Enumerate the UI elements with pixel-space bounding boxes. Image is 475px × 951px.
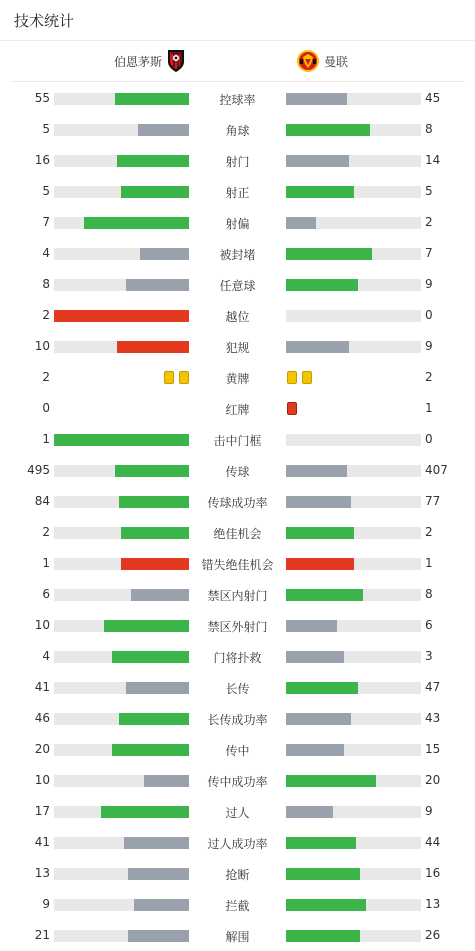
stat-name: 抢断 bbox=[225, 868, 250, 882]
stat-name: 射正 bbox=[225, 186, 250, 200]
stat-row bbox=[0, 889, 475, 920]
home-value: 2 bbox=[42, 308, 50, 322]
stat-row bbox=[0, 486, 475, 517]
stat-row bbox=[0, 517, 475, 548]
home-bar-track bbox=[54, 496, 189, 508]
stat-name: 击中门框 bbox=[213, 434, 262, 448]
home-bar-track bbox=[54, 930, 189, 942]
away-bar-track bbox=[286, 434, 421, 446]
away-bar-fill bbox=[286, 93, 347, 105]
away-bar-fill bbox=[286, 496, 351, 508]
away-value: 8 bbox=[425, 122, 433, 136]
away-value: 2 bbox=[425, 525, 433, 539]
home-value: 495 bbox=[27, 463, 50, 477]
away-value: 15 bbox=[425, 742, 441, 756]
home-value: 4 bbox=[42, 246, 50, 260]
stat-name: 传中 bbox=[225, 744, 250, 758]
stat-row bbox=[0, 672, 475, 703]
away-value: 407 bbox=[425, 463, 448, 477]
away-bar-fill bbox=[286, 930, 360, 942]
stat-name: 拦截 bbox=[225, 899, 250, 913]
header bbox=[0, 0, 475, 41]
stat-name: 禁区外射门 bbox=[207, 620, 268, 634]
away-bar-fill bbox=[286, 868, 360, 880]
away-bar-fill bbox=[286, 682, 358, 694]
away-value: 1 bbox=[425, 556, 433, 570]
away-value: 43 bbox=[425, 711, 441, 725]
home-value: 8 bbox=[42, 277, 50, 291]
away-team-name: 曼联 bbox=[324, 54, 349, 69]
home-value: 20 bbox=[34, 742, 50, 756]
stat-row bbox=[0, 579, 475, 610]
home-team[interactable] bbox=[114, 49, 190, 73]
home-bar-fill bbox=[144, 775, 189, 787]
stat-row bbox=[0, 424, 475, 455]
away-value: 6 bbox=[425, 618, 433, 632]
home-bar-track bbox=[54, 837, 189, 849]
stat-name: 传中成功率 bbox=[207, 775, 268, 789]
stat-row bbox=[0, 393, 475, 424]
away-bar-track bbox=[286, 310, 421, 322]
home-bar-fill bbox=[119, 496, 189, 508]
away-bar-track bbox=[286, 775, 421, 787]
stat-row bbox=[0, 176, 475, 207]
home-bar-track bbox=[54, 589, 189, 601]
red-card-icon bbox=[287, 402, 297, 415]
away-bar-fill bbox=[286, 465, 347, 477]
home-bar-track bbox=[54, 620, 189, 632]
home-value: 2 bbox=[42, 370, 50, 384]
page-title: 技术统计 bbox=[14, 12, 75, 30]
away-bar-track bbox=[286, 589, 421, 601]
home-bar-fill bbox=[101, 806, 189, 818]
away-bar-fill bbox=[286, 651, 344, 663]
home-bar-fill bbox=[104, 620, 189, 632]
stat-row bbox=[0, 827, 475, 858]
stat-row bbox=[0, 641, 475, 672]
away-value: 47 bbox=[425, 680, 441, 694]
home-bar-track bbox=[54, 775, 189, 787]
stat-name: 控球率 bbox=[219, 93, 256, 107]
home-bar-track bbox=[54, 248, 189, 260]
away-value: 9 bbox=[425, 339, 433, 353]
away-bar-track bbox=[286, 496, 421, 508]
home-bar-fill bbox=[126, 279, 189, 291]
home-value: 10 bbox=[34, 339, 50, 353]
away-bar-fill bbox=[286, 248, 372, 260]
stat-row bbox=[0, 548, 475, 579]
home-bar-track bbox=[54, 155, 189, 167]
away-bar-track bbox=[286, 744, 421, 756]
stat-row bbox=[0, 920, 475, 951]
away-bar-fill bbox=[286, 899, 366, 911]
home-value: 4 bbox=[42, 649, 50, 663]
away-bar-track bbox=[286, 806, 421, 818]
away-bar-fill bbox=[286, 713, 351, 725]
stat-row bbox=[0, 238, 475, 269]
home-bar-track bbox=[54, 279, 189, 291]
home-bar-fill bbox=[126, 682, 189, 694]
home-bar-track bbox=[54, 341, 189, 353]
away-bar-fill bbox=[286, 155, 349, 167]
away-value: 13 bbox=[425, 897, 441, 911]
stat-row bbox=[0, 145, 475, 176]
stat-name: 禁区内射门 bbox=[207, 589, 268, 603]
home-bar-track bbox=[54, 651, 189, 663]
home-bar-fill bbox=[138, 124, 189, 136]
home-bar-fill bbox=[128, 868, 189, 880]
away-team[interactable] bbox=[292, 49, 348, 73]
stat-name: 黄牌 bbox=[225, 372, 250, 386]
stat-name: 过人成功率 bbox=[207, 837, 268, 851]
away-bar-fill bbox=[286, 558, 354, 570]
home-value: 41 bbox=[34, 680, 50, 694]
home-bar-fill bbox=[119, 713, 189, 725]
stat-row bbox=[0, 734, 475, 765]
home-bar-track bbox=[54, 186, 189, 198]
stat-row bbox=[0, 300, 475, 331]
stat-row bbox=[0, 703, 475, 734]
home-bar-track bbox=[54, 713, 189, 725]
stat-name: 犯规 bbox=[225, 341, 250, 355]
home-bar-fill bbox=[117, 155, 189, 167]
away-value: 26 bbox=[425, 928, 441, 942]
stat-name: 射偏 bbox=[225, 217, 250, 231]
home-bar-fill bbox=[112, 651, 189, 663]
away-bar-fill bbox=[286, 806, 333, 818]
stat-name: 门将扑救 bbox=[213, 651, 262, 665]
yellow-card-icon bbox=[302, 371, 312, 384]
away-bar-track bbox=[286, 465, 421, 477]
away-value: 44 bbox=[425, 835, 441, 849]
home-value: 13 bbox=[34, 866, 50, 880]
home-bar-fill bbox=[54, 310, 189, 322]
away-value: 45 bbox=[425, 91, 441, 105]
away-bar-track bbox=[286, 341, 421, 353]
stat-name: 任意球 bbox=[219, 279, 256, 293]
yellow-card-icon bbox=[179, 371, 189, 384]
stat-row bbox=[0, 455, 475, 486]
home-value: 1 bbox=[42, 556, 50, 570]
stat-row bbox=[0, 114, 475, 145]
home-value: 6 bbox=[42, 587, 50, 601]
stat-name: 被封堵 bbox=[219, 248, 256, 262]
away-value: 7 bbox=[425, 246, 433, 260]
home-bar-fill bbox=[124, 837, 189, 849]
home-bar-fill bbox=[121, 558, 189, 570]
home-value: 7 bbox=[42, 215, 50, 229]
away-value: 77 bbox=[425, 494, 441, 508]
home-bar-track bbox=[54, 868, 189, 880]
home-bar-fill bbox=[115, 93, 189, 105]
home-value: 0 bbox=[42, 401, 50, 415]
away-bar-track bbox=[286, 837, 421, 849]
home-value: 21 bbox=[34, 928, 50, 942]
home-bar-fill bbox=[117, 341, 189, 353]
bournemouth-crest-icon bbox=[166, 49, 186, 73]
stat-name: 角球 bbox=[225, 124, 250, 138]
away-bar-track bbox=[286, 527, 421, 539]
home-value: 2 bbox=[42, 525, 50, 539]
away-value: 5 bbox=[425, 184, 433, 198]
home-value: 17 bbox=[34, 804, 50, 818]
away-value: 2 bbox=[425, 370, 433, 384]
away-bar-track bbox=[286, 868, 421, 880]
stat-row bbox=[0, 362, 475, 393]
away-bar-fill bbox=[286, 775, 376, 787]
away-value: 1 bbox=[425, 401, 433, 415]
home-value: 16 bbox=[34, 153, 50, 167]
away-bar-track bbox=[286, 930, 421, 942]
home-value: 10 bbox=[34, 618, 50, 632]
away-bar-fill bbox=[286, 744, 344, 756]
home-bar-track bbox=[54, 806, 189, 818]
away-value: 9 bbox=[425, 804, 433, 818]
away-value: 0 bbox=[425, 432, 433, 446]
home-bar-fill bbox=[115, 465, 189, 477]
home-bar-track bbox=[54, 899, 189, 911]
away-bar-fill bbox=[286, 279, 358, 291]
stat-row bbox=[0, 858, 475, 889]
stat-row bbox=[0, 331, 475, 362]
stat-name: 绝佳机会 bbox=[213, 527, 262, 541]
away-value: 14 bbox=[425, 153, 441, 167]
away-value: 2 bbox=[425, 215, 433, 229]
away-bar-track bbox=[286, 558, 421, 570]
home-value: 55 bbox=[34, 91, 50, 105]
away-bar-track bbox=[286, 682, 421, 694]
home-bar-fill bbox=[54, 434, 189, 446]
stat-name: 射门 bbox=[225, 155, 250, 169]
away-bar-track bbox=[286, 899, 421, 911]
stat-name: 越位 bbox=[225, 310, 250, 324]
home-bar-fill bbox=[134, 899, 189, 911]
yellow-card-icon bbox=[164, 371, 174, 384]
away-value: 8 bbox=[425, 587, 433, 601]
away-bar-track bbox=[286, 186, 421, 198]
away-value: 9 bbox=[425, 277, 433, 291]
home-bar-fill bbox=[131, 589, 189, 601]
away-value: 20 bbox=[425, 773, 441, 787]
away-bar-track bbox=[286, 651, 421, 663]
stat-name: 长传成功率 bbox=[207, 713, 268, 727]
away-bar-fill bbox=[286, 589, 363, 601]
home-value: 10 bbox=[34, 773, 50, 787]
home-team-name: 伯恩茅斯 bbox=[114, 54, 163, 69]
away-value: 3 bbox=[425, 649, 433, 663]
home-value: 41 bbox=[34, 835, 50, 849]
home-bar-fill bbox=[121, 186, 189, 198]
away-bar-fill bbox=[286, 124, 370, 136]
home-bar-track bbox=[54, 310, 189, 322]
away-bar-fill bbox=[286, 341, 349, 353]
home-value: 84 bbox=[34, 494, 50, 508]
teams-header bbox=[10, 41, 465, 82]
stat-name: 错失绝佳机会 bbox=[201, 558, 274, 572]
home-bar-track bbox=[54, 682, 189, 694]
stat-row bbox=[0, 765, 475, 796]
yellow-card-icon bbox=[287, 371, 297, 384]
away-bar-track bbox=[286, 93, 421, 105]
home-bar-fill bbox=[112, 744, 189, 756]
away-bar-fill bbox=[286, 217, 316, 229]
stat-name: 长传 bbox=[225, 682, 250, 696]
stat-row bbox=[0, 207, 475, 238]
home-bar-fill bbox=[128, 930, 189, 942]
home-bar-track bbox=[54, 217, 189, 229]
away-bar-track bbox=[286, 620, 421, 632]
away-bar-track bbox=[286, 279, 421, 291]
away-bar-track bbox=[286, 155, 421, 167]
away-bar-fill bbox=[286, 527, 354, 539]
home-bar-track bbox=[54, 558, 189, 570]
away-value: 0 bbox=[425, 308, 433, 322]
stat-name: 传球 bbox=[225, 465, 250, 479]
home-bar-track bbox=[54, 434, 189, 446]
away-bar-track bbox=[286, 124, 421, 136]
home-bar-fill bbox=[121, 527, 189, 539]
stat-name: 红牌 bbox=[225, 403, 250, 417]
stat-row bbox=[0, 796, 475, 827]
home-bar-track bbox=[54, 527, 189, 539]
home-value: 46 bbox=[34, 711, 50, 725]
stat-name: 过人 bbox=[225, 806, 250, 820]
manutd-crest-icon bbox=[296, 49, 320, 73]
home-bar-track bbox=[54, 124, 189, 136]
home-bar-track bbox=[54, 744, 189, 756]
away-value: 16 bbox=[425, 866, 441, 880]
home-bar-track bbox=[54, 465, 189, 477]
away-bar-track bbox=[286, 217, 421, 229]
home-bar-fill bbox=[84, 217, 189, 229]
home-value: 5 bbox=[42, 122, 50, 136]
home-value: 5 bbox=[42, 184, 50, 198]
away-bar-track bbox=[286, 713, 421, 725]
stat-row bbox=[0, 269, 475, 300]
home-bar-track bbox=[54, 93, 189, 105]
away-bar-track bbox=[286, 248, 421, 260]
away-bar-fill bbox=[286, 837, 356, 849]
stat-name: 传球成功率 bbox=[207, 496, 268, 510]
home-bar-fill bbox=[140, 248, 189, 260]
away-bar-fill bbox=[286, 186, 354, 198]
stat-row bbox=[0, 83, 475, 114]
home-value: 1 bbox=[42, 432, 50, 446]
away-bar-fill bbox=[286, 620, 337, 632]
stat-row bbox=[0, 610, 475, 641]
stat-name: 解围 bbox=[225, 930, 250, 944]
home-value: 9 bbox=[42, 897, 50, 911]
